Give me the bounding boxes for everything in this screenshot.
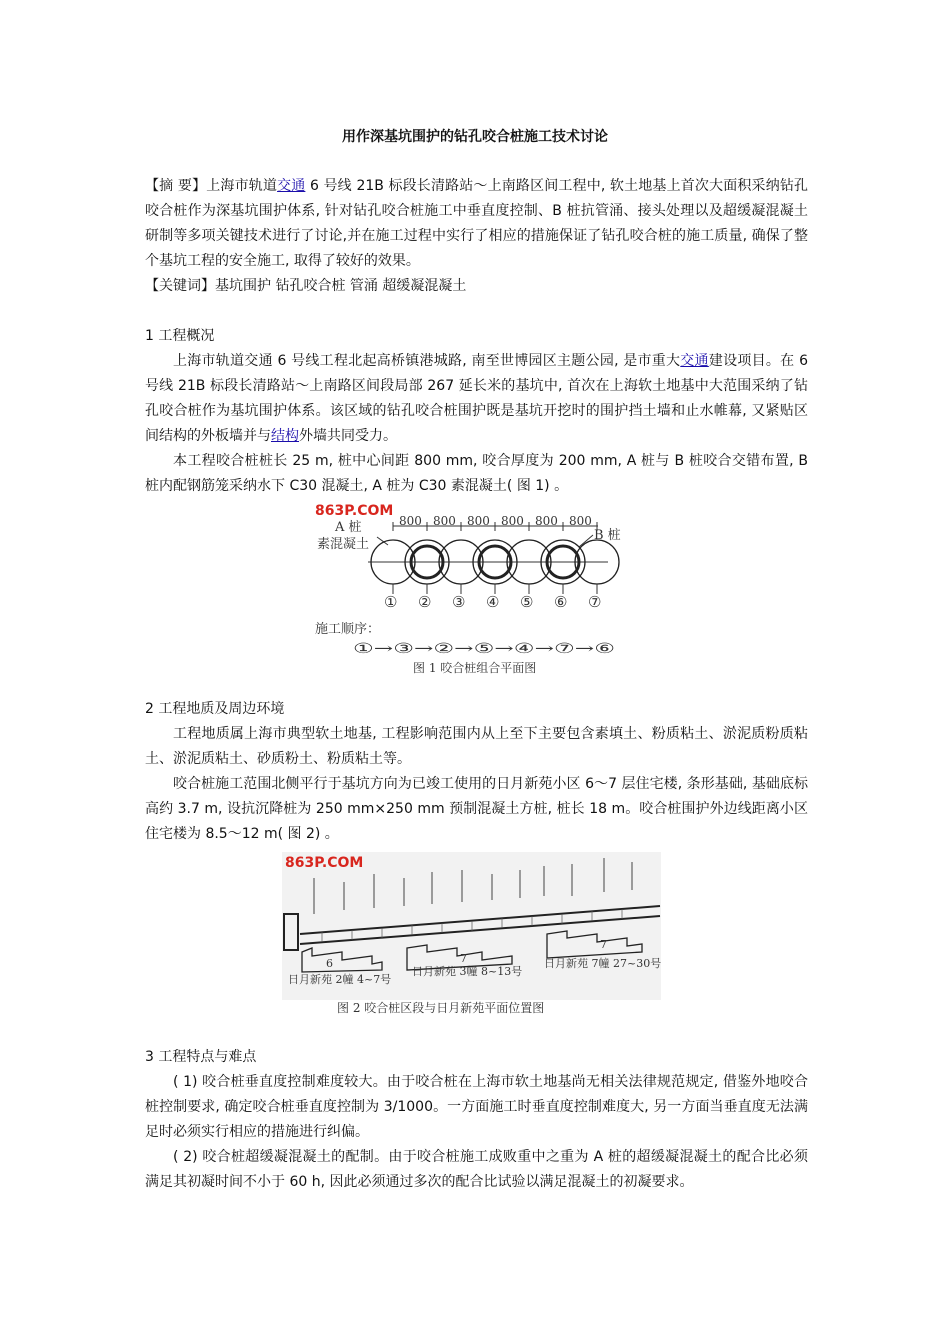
abstract-text-b: 6 号线 21B 标段长清路站～上南路区间工程中, 软土地基上首次大面积采纳钻孔咬合桩作为深基坑围护体系, 针对钻孔咬合桩施工中垂直度控制、B 桩抗管涌、接头处理以及超缓凝混凝土研制等多项关键技术进行了讨论,并在施工过程中实行了相应的措施保证了钻孔咬合桩的施工质量, 确保了整个基坑工程的安全施工, 取得了较好的效果。 <box>145 178 809 269</box>
pile-number: ⑦ <box>588 593 602 611</box>
section1-p1-text-a: 上海市轨道交通 6 号线工程北起高桥镇港城路, 南至世博园区主题公园, 是市重大 <box>173 353 681 369</box>
figure-1-watermark: 863P.COM <box>315 503 394 519</box>
section2-paragraph-2: 咬合桩施工范围北侧平行于基坑方向为已竣工使用的日月新苑小区 6～7 层住宅楼, 条形基础, 基础底标高约 3.7 m, 设抗沉降桩为 250 mm×250 mm 预制混凝土方桩, 桩长 18 m。咬合桩围护外边线距离小区住宅楼为 8.5～12 m( 图 2) 。 <box>145 776 808 842</box>
link-jiaotong[interactable]: 交通 <box>680 353 709 369</box>
section3-paragraph-2: ( 2) 咬合桩超缓凝混凝土的配制。由于咬合桩施工成败重中之重为 A 桩的超缓凝混凝土的配合比必须满足其初凝时间不小于 60 h, 因此必须通过多次的配合比试验以满足混凝土的初凝要求。 <box>145 1149 808 1190</box>
section2-heading: 2 工程地质及周边环境 <box>145 701 285 717</box>
section2-paragraph-1: 工程地质属上海市典型软土地基, 工程影响范围内从上至下主要包含素填土、粉质粘土、淤泥质粉质粘土、淤泥质粘土、砂质粉土、粉质粘土等。 <box>145 726 808 767</box>
section1-heading: 1 工程概况 <box>145 328 215 344</box>
section1-paragraph-1 <box>145 349 808 449</box>
spacing-label: 800 <box>501 514 524 528</box>
keywords-label: 【关键词】 <box>145 278 215 294</box>
figure-2-caption: 图 2 咬合桩区段与日月新苑平面位置图 <box>337 1001 545 1015</box>
spacing-label: 800 <box>569 514 592 528</box>
figure-2-building-mark: 6 <box>326 957 333 970</box>
pile-number: ② <box>418 593 432 611</box>
keywords-paragraph <box>145 274 808 299</box>
document-title: 用作深基坑围护的钻孔咬合桩施工技术讨论 <box>342 129 608 145</box>
pile-number: ④ <box>486 593 500 611</box>
spacing-label: 800 <box>467 514 490 528</box>
figure-1-caption: 图 1 咬合桩组合平面图 <box>413 661 537 675</box>
section1-p1-text-b: 建设项目。在 6 号线 21B 标段长清路站～上南路区间段局部 267 延长米的基坑中, 首次在上海软土地基中大范围采纳了钻孔咬合桩作为基坑围护体系。该区域的钻孔咬合桩围护既是基坑开挖时的围护挡土墙和止水帷幕, 又紧贴区间结构的外板墙并与 <box>145 353 809 444</box>
figure-1-label-b-pile: B 桩 <box>594 528 621 543</box>
link-jiaotong-abstract[interactable]: 交通 <box>277 178 306 194</box>
figure-2-drawing <box>282 852 661 1020</box>
pile-number: ③ <box>452 593 466 611</box>
section3-heading: 3 工程特点与难点 <box>145 1049 257 1065</box>
spacing-label: 800 <box>433 514 456 528</box>
figure-2-watermark: 863P.COM <box>285 855 364 871</box>
abstract-text-a: 上海市轨道 <box>206 178 278 194</box>
pile-number: ① <box>384 593 398 611</box>
spacing-label: 800 <box>535 514 558 528</box>
figure-2-label-building-2: 日月新苑 2幢 4~7号 <box>288 973 392 986</box>
figure-1-sequence-label: 施工顺序： <box>315 622 381 637</box>
pile-number: ⑤ <box>520 593 534 611</box>
link-jiegou[interactable]: 结构 <box>271 428 299 444</box>
figure-1 <box>313 497 622 679</box>
figure-2-building-mark: 7 <box>460 952 467 965</box>
figure-1-pile-numbers <box>384 593 601 611</box>
figure-1-drawing <box>313 497 622 679</box>
spacing-label: 800 <box>399 514 422 528</box>
figure-1-sequence: ①→③→②→⑤→④→⑦→⑥ <box>353 641 615 657</box>
abstract-paragraph <box>145 174 808 274</box>
section1-paragraph-2: 本工程咬合桩桩长 25 m, 桩中心间距 800 mm, 咬合厚度为 200 mm, A 桩与 B 桩咬合交错布置, B 桩内配钢筋笼采纳水下 C30 混凝土, A 桩为 C30 素混凝土( 图 1) 。 <box>145 453 808 494</box>
abstract-label: 【摘 要】 <box>145 178 207 194</box>
section3-paragraph-1: ( 1) 咬合桩垂直度控制难度较大。由于咬合桩在上海市软土地基尚无相关法律规范规定, 借鉴外地咬合桩控制要求, 确定咬合桩垂直度控制为 3/1000。一方面施工时垂直度控制难度大, 另一方面当垂直度无法满足时必须实行相应的措施进行纠偏。 <box>145 1074 808 1140</box>
keywords-text: 基坑围护 钻孔咬合桩 管涌 超缓凝混凝土 <box>215 278 467 294</box>
figure-1-label-a-pile: A 桩 <box>335 520 362 535</box>
pile-number: ⑥ <box>554 593 568 611</box>
figure-1-label-plain-concrete: 素混凝土 <box>317 537 370 552</box>
figure-2 <box>282 852 661 1020</box>
figure-2-label-building-7: 日月新苑 7幢 27~30号 <box>544 957 661 970</box>
section1-p1-text-c: 外墙共同受力。 <box>299 428 397 444</box>
figure-2-label-building-3: 日月新苑 3幢 8~13号 <box>412 965 523 978</box>
figure-2-building-mark: 7 <box>600 938 607 951</box>
